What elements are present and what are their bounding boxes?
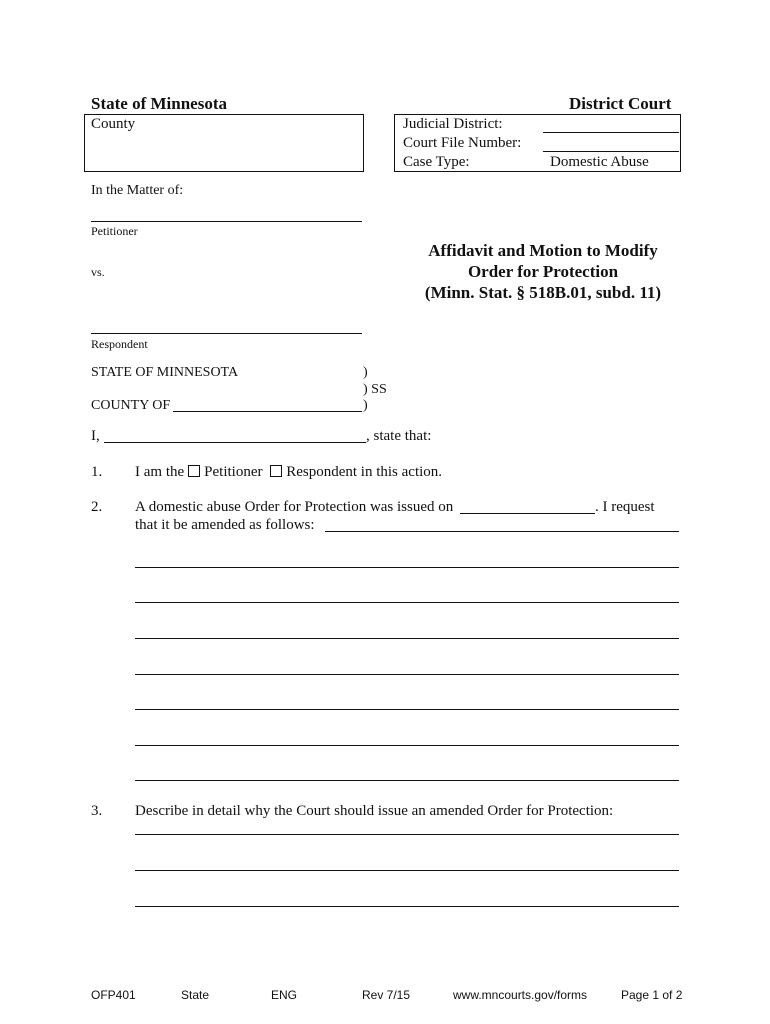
item-1-line bbox=[135, 464, 442, 481]
court-file-number-label: Court File Number: bbox=[403, 135, 522, 151]
footer-level: State bbox=[181, 988, 210, 1002]
amendment-line-1[interactable] bbox=[325, 531, 679, 532]
court-file-number-field[interactable] bbox=[543, 151, 679, 152]
footer-url[interactable]: www.mncourts.gov/forms bbox=[453, 988, 588, 1002]
amendment-line-6[interactable] bbox=[135, 709, 679, 710]
item-1-prefix: I am the bbox=[135, 464, 185, 480]
document-title bbox=[400, 240, 686, 303]
amendment-line-4[interactable] bbox=[135, 638, 679, 639]
oath-prefix: I, bbox=[91, 428, 100, 444]
petitioner-name-field[interactable] bbox=[91, 221, 362, 222]
amendment-line-2[interactable] bbox=[135, 567, 679, 568]
oath-suffix: , state that: bbox=[366, 428, 432, 444]
item-3-text: Describe in detail why the Court should issue an amended Order for Protection: bbox=[135, 803, 614, 819]
reason-line-2[interactable] bbox=[135, 870, 679, 871]
amendment-line-3[interactable] bbox=[135, 602, 679, 603]
petitioner-label: Petitioner bbox=[91, 224, 138, 238]
venue-county-label: COUNTY OF bbox=[91, 398, 171, 413]
title-line-2: Order for Protection bbox=[467, 262, 619, 281]
court-heading: District Court bbox=[569, 94, 672, 113]
item-2-text-a: A domestic abuse Order for Protection was issued on bbox=[135, 499, 454, 515]
footer-page-number: Page 1 of 2 bbox=[621, 988, 683, 1002]
respondent-option-label: Respondent in this action. bbox=[286, 464, 443, 480]
item-3-number: 3. bbox=[91, 803, 103, 819]
venue-ss: ) SS bbox=[363, 382, 387, 397]
item-2-text-b: . I request bbox=[595, 499, 655, 515]
amendment-line-8[interactable] bbox=[135, 780, 679, 781]
title-line-3: (Minn. Stat. § 518B.01, subd. 11) bbox=[424, 283, 662, 302]
respondent-name-field[interactable] bbox=[91, 333, 362, 334]
amendment-line-5[interactable] bbox=[135, 674, 679, 675]
reason-line-3[interactable] bbox=[135, 906, 679, 907]
affiant-name-field[interactable] bbox=[104, 442, 366, 443]
item-1-number: 1. bbox=[91, 464, 103, 480]
state-heading: State of Minnesota bbox=[91, 94, 227, 113]
item-2-number: 2. bbox=[91, 499, 103, 515]
petitioner-checkbox[interactable] bbox=[188, 465, 200, 477]
county-label: County bbox=[91, 116, 136, 132]
petitioner-option-label: Petitioner bbox=[204, 464, 263, 480]
respondent-label: Respondent bbox=[91, 337, 148, 351]
item-2-text-c: that it be amended as follows: bbox=[135, 517, 315, 533]
judicial-district-field[interactable] bbox=[543, 132, 679, 133]
amendment-line-7[interactable] bbox=[135, 745, 679, 746]
case-type-value: Domestic Abuse bbox=[550, 154, 649, 170]
footer-form-id: OFP401 bbox=[91, 988, 136, 1002]
venue-state-label: STATE OF MINNESOTA bbox=[91, 365, 239, 380]
order-issue-date-field[interactable] bbox=[460, 513, 595, 514]
case-type-label: Case Type: bbox=[403, 154, 470, 170]
venue-paren-3: ) bbox=[363, 398, 368, 413]
venue-paren-1: ) bbox=[363, 365, 368, 380]
matter-of-label: In the Matter of: bbox=[91, 183, 184, 198]
footer-language: ENG bbox=[271, 988, 298, 1002]
title-line-1: Affidavit and Motion to Modify bbox=[428, 241, 658, 260]
footer-revision: Rev 7/15 bbox=[362, 988, 411, 1002]
respondent-checkbox[interactable] bbox=[270, 465, 282, 477]
venue-county-field[interactable] bbox=[173, 411, 362, 412]
reason-line-1[interactable] bbox=[135, 834, 679, 835]
vs-label: vs. bbox=[91, 265, 105, 279]
judicial-district-label: Judicial District: bbox=[403, 116, 503, 132]
